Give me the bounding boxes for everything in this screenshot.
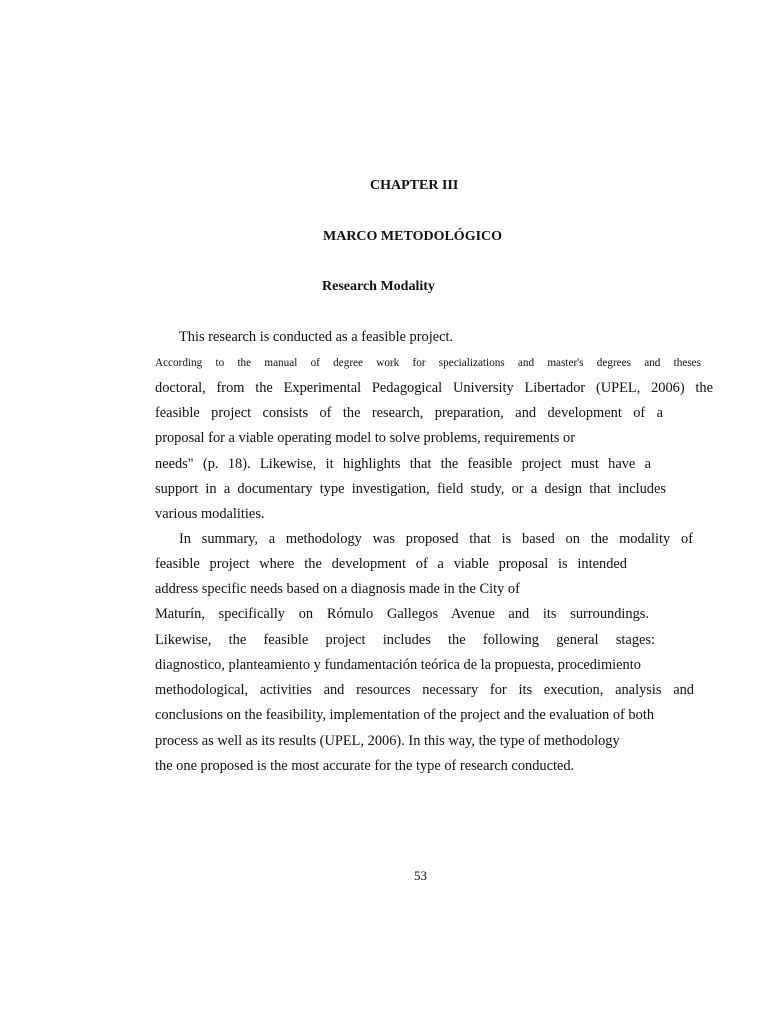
paragraph-line: methodological, activities and resources necessary for its execution, analysis and [155, 682, 694, 698]
paragraph-line: address specific needs based on a diagnosis made in the City of [155, 581, 520, 597]
paragraph-line: various modalities. [155, 506, 265, 522]
subsection-title: Research Modality [322, 279, 435, 294]
page-number: 53 [414, 868, 427, 883]
chapter-heading: CHAPTER III [370, 178, 459, 193]
paragraph-line: According to the manual of degree work for specializations and master's degrees and theses [155, 357, 701, 369]
paragraph-line: feasible project consists of the research, preparation, and development of a [155, 405, 663, 421]
paragraph-line: feasible project where the development of a viable proposal is intended [155, 556, 627, 572]
paragraph-line: needs" (p. 18). Likewise, it highlights that the feasible project must have a [155, 456, 651, 472]
paragraph-line: Likewise, the feasible project includes the following general stages: [155, 632, 655, 648]
paragraph-line: proposal for a viable operating model to solve problems, requirements or [155, 430, 576, 446]
paragraph-line: support in a documentary type investigation, field study, or a design that includes [155, 481, 666, 497]
paragraph-line: process as well as its results (UPEL, 2006). In this way, the type of methodology [155, 733, 620, 749]
section-title: MARCO METODOLÓGICO [323, 229, 503, 244]
paragraph-line: doctoral, from the Experimental Pedagogical University Libertador (UPEL, 2006) the [155, 380, 713, 396]
paragraph-line: This research is conducted as a feasible project. [179, 329, 454, 345]
paragraph-line: In summary, a methodology was proposed that is based on the modality of [179, 531, 693, 547]
paragraph-line: diagnostico, planteamiento y fundamentación teórica de la propuesta, procedimiento [155, 657, 641, 673]
paragraph-line: conclusions on the feasibility, implementation of the project and the evaluation of both [155, 707, 655, 723]
paragraph-line: Maturín, specifically on Rómulo Gallegos Avenue and its surroundings. [155, 606, 649, 622]
paragraph-line: the one proposed is the most accurate for the type of research conducted. [155, 758, 575, 774]
